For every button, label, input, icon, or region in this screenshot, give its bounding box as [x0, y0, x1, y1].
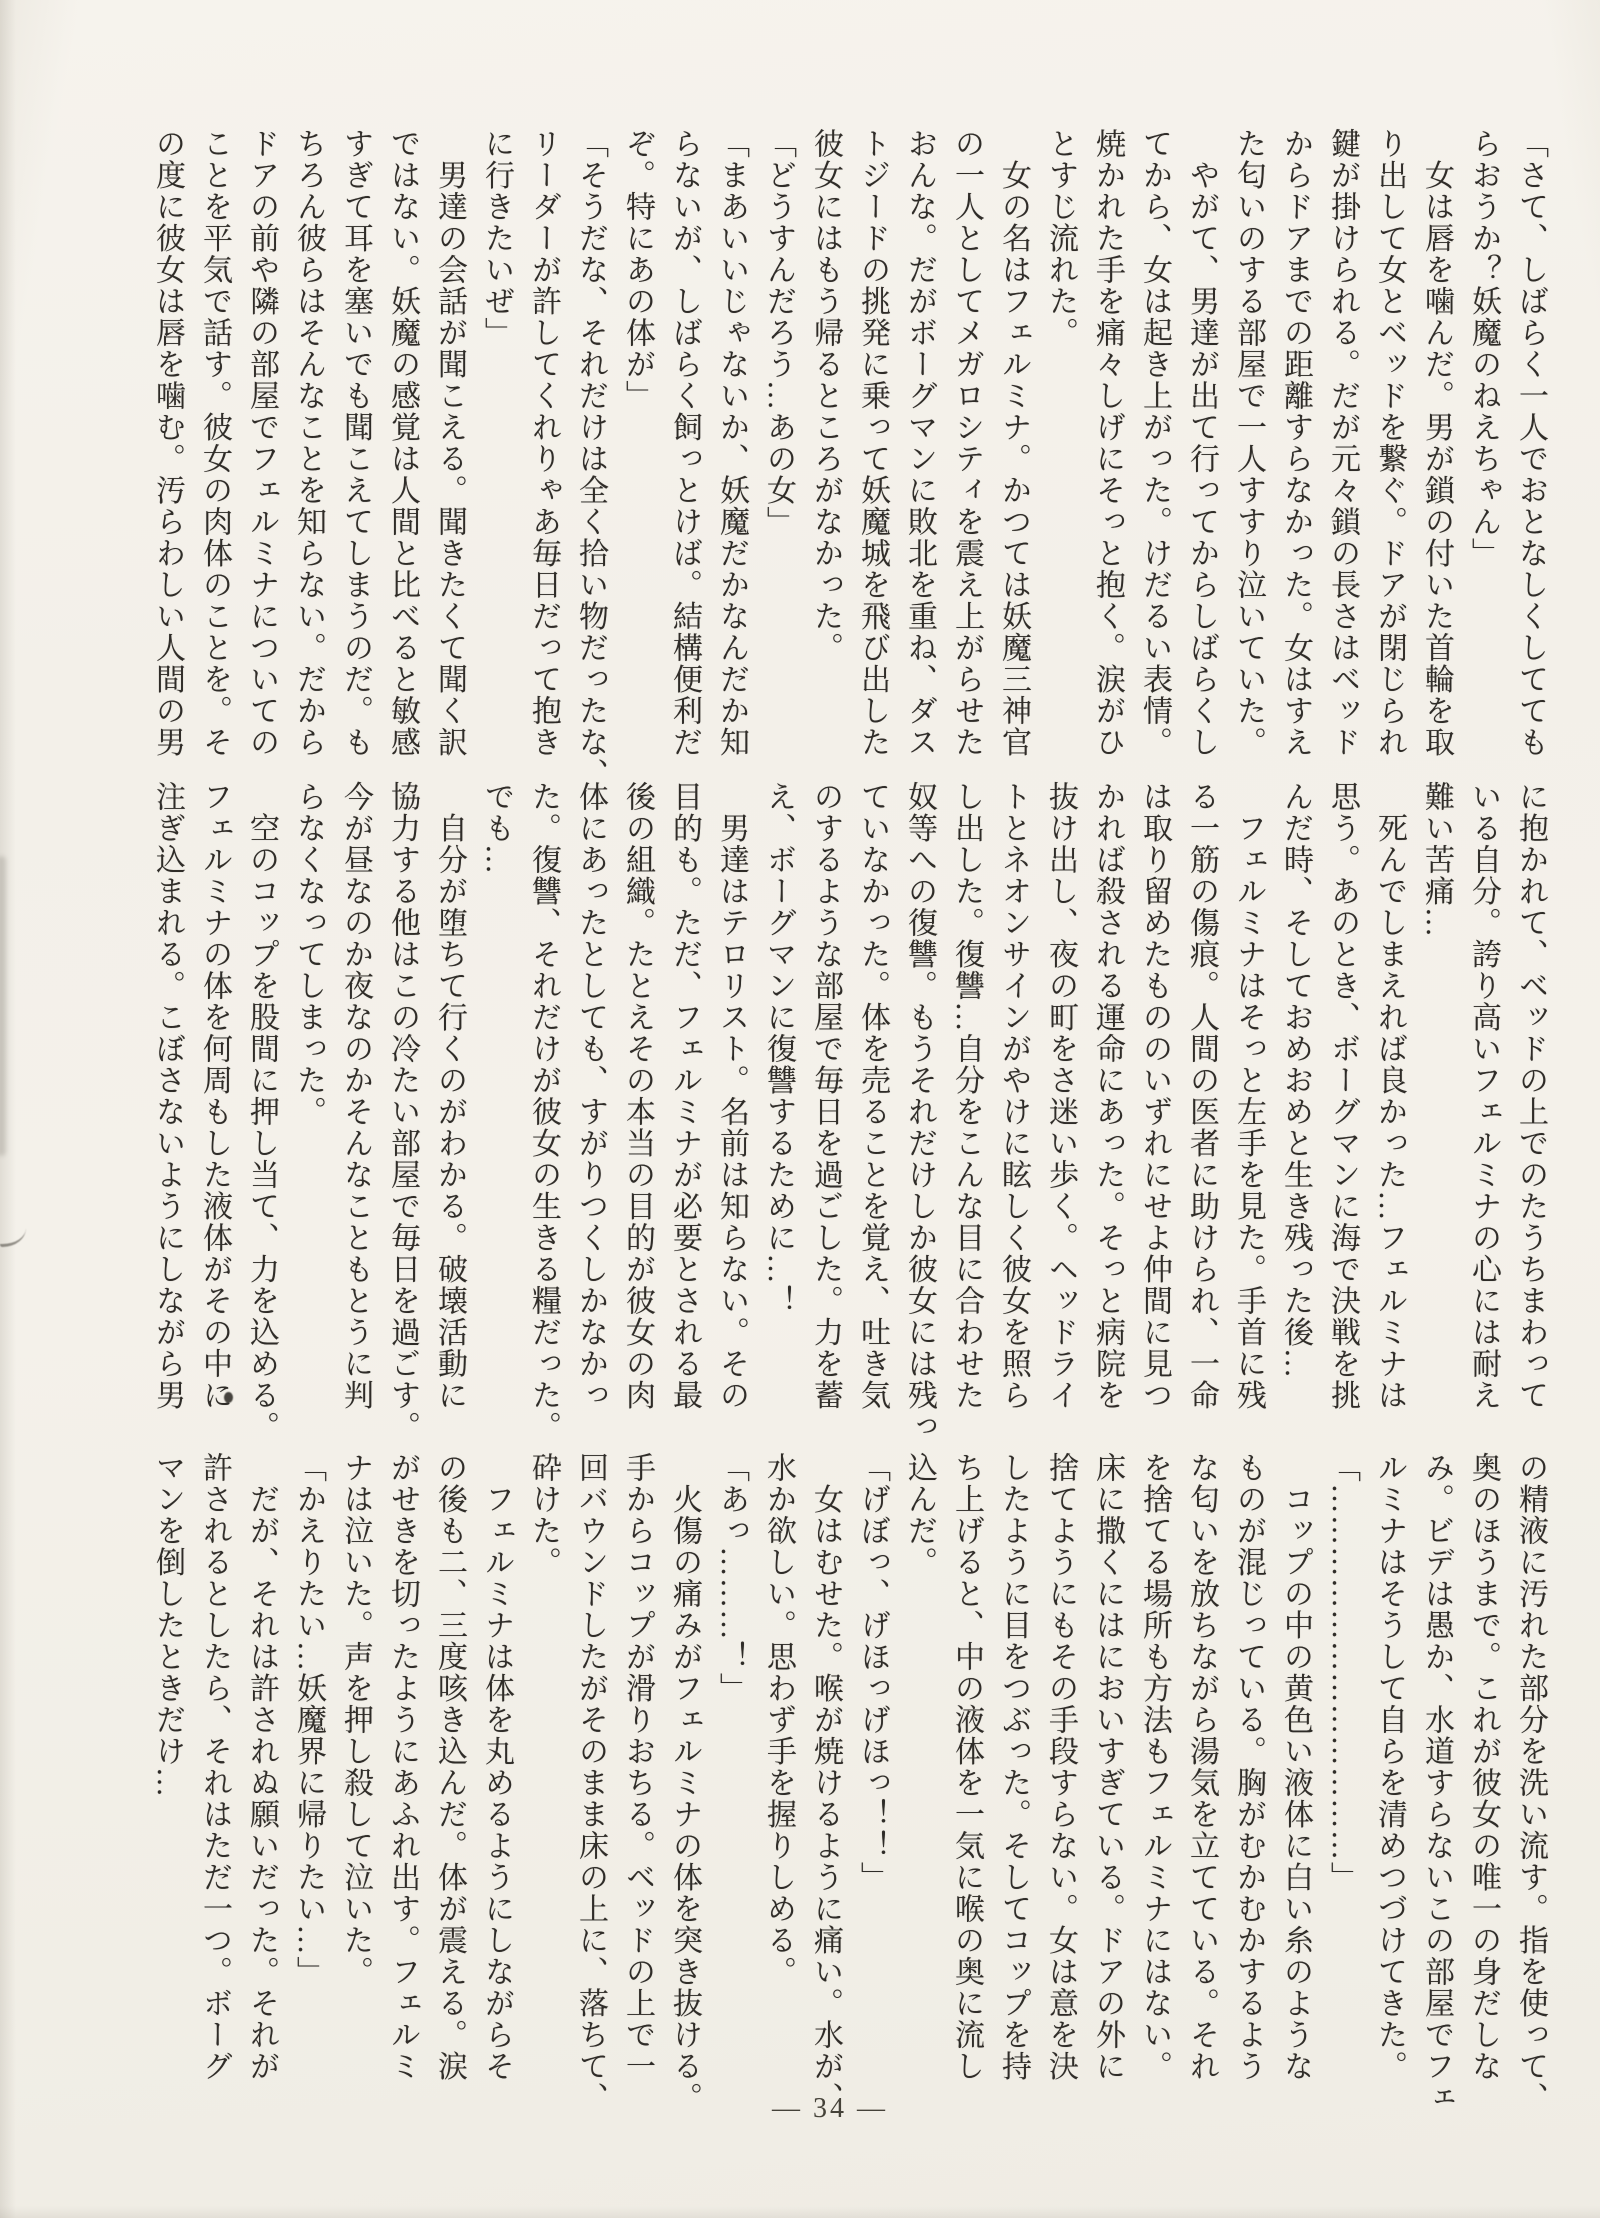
- text-column: を捨てる場所も方法もフェルミナにはない。: [1138, 1452, 1171, 2082]
- text-column: 奥のほうまで。これが彼女の唯一の身だしな: [1467, 1452, 1500, 2082]
- text-column: に行きたいぜ」: [480, 128, 513, 349]
- text-column: 難い苦痛…: [1420, 781, 1453, 939]
- text-column: らなくなってしまった。: [292, 781, 325, 1128]
- text-column: ちろん彼らはそんなことを知らない。だから: [292, 128, 325, 758]
- text-column: 焼かれた手を痛々しげにそっと抱く。涙がひ: [1091, 128, 1124, 758]
- text-column: 火傷の痛みがフェルミナの体を突き抜ける。: [668, 1452, 701, 2114]
- text-column: 抜け出し、夜の町をさ迷い歩く。ヘッドライ: [1044, 781, 1077, 1411]
- text-column: 彼女にはもう帰るところがなかった。: [809, 128, 842, 664]
- text-column: フェルミナは体を丸めるようにしながらそ: [480, 1452, 513, 2082]
- text-column: ていなかった。体を売ることを覚え、吐き気: [856, 781, 889, 1411]
- text-column: だが、それは許されぬ願いだった。それが: [245, 1452, 278, 2082]
- text-column: 注ぎ込まれる。こぼさないようにしながら男: [151, 781, 184, 1411]
- text-column: 男達はテロリスト。名前は知らない。その: [715, 781, 748, 1411]
- text-column: 協力する他はこの冷たい部屋で毎日を過ごす。: [386, 781, 419, 1443]
- text-column: 女はむせた。喉が焼けるように痛い。水が、: [809, 1452, 842, 2114]
- text-column: 許されるとしたら、それはただ一つ。ボーグ: [198, 1452, 231, 2082]
- text-column: え、ボーグマンに復讐するために…！: [762, 781, 795, 1317]
- text-column: 床に撒くにはにおいすぎている。ドアの外に: [1091, 1452, 1124, 2082]
- text-column: 自分が堕ちて行くのがわかる。破壊活動に: [433, 781, 466, 1411]
- text-column: のするような部屋で毎日を過ごした。力を蓄: [809, 781, 842, 1411]
- text-column: な匂いを放ちながら湯気を立てている。それ: [1185, 1452, 1218, 2082]
- text-column: トジードの挑発に乗って妖魔城を飛び出した: [856, 128, 889, 758]
- text-column: ナは泣いた。声を押し殺して泣いた。: [339, 1452, 372, 1988]
- text-column: ことを平気で話す。彼女の肉体のことを。そ: [198, 128, 231, 758]
- text-column: ち上げると、中の液体を一気に喉の奥に流し: [950, 1452, 983, 2082]
- text-column: コップの中の黄色い液体に白い糸のような: [1279, 1452, 1312, 2082]
- text-column: 「………………………………」: [1326, 1452, 1359, 1893]
- text-column: からドアまでの距離すらなかった。女はすえ: [1279, 128, 1312, 758]
- text-column: 女は唇を噛んだ。男が鎖の付いた首輪を取: [1420, 128, 1453, 758]
- text-column: ぞ。特にあの体が」: [621, 128, 654, 412]
- text-column: の度に彼女は唇を噛む。汚らわしい人間の男: [151, 128, 184, 758]
- text-column: 後の組織。たとえその本当の目的が彼女の肉: [621, 781, 654, 1411]
- text-column: でも…: [480, 781, 513, 876]
- text-band-top: [144, 128, 1554, 790]
- text-column: 手からコップが滑りおちる。ベッドの上で一: [621, 1452, 654, 2082]
- text-column: 鍵が掛けられる。だが元々鎖の長さはベッド: [1326, 128, 1359, 758]
- text-column: いる自分。誇り高いフェルミナの心には耐え: [1467, 781, 1500, 1411]
- text-column: とすじ流れた。: [1044, 128, 1077, 349]
- text-column: 「さて、しばらく一人でおとなしくしてても: [1514, 128, 1547, 758]
- text-column: 思う。あのとき、ボーグマンに海で決戦を挑: [1326, 781, 1359, 1411]
- text-column: やがて、男達が出て行ってからしばらくし: [1185, 128, 1218, 758]
- text-column: 男達の会話が聞こえる。聞きたくて聞く訳: [433, 128, 466, 758]
- text-column: トとネオンサインがやけに眩しく彼女を照ら: [997, 781, 1030, 1411]
- text-column: 砕けた。: [527, 1452, 560, 1578]
- text-column: んだ時、そしておめおめと生き残った後…: [1279, 781, 1312, 1380]
- text-column: フェルミナはそっと左手を見た。手首に残: [1232, 781, 1265, 1411]
- text-column: したように目をつぶった。そしてコップを持: [997, 1452, 1030, 2082]
- text-column: る一筋の傷痕。人間の医者に助けられ、一命: [1185, 781, 1218, 1411]
- text-column: し出した。復讐…自分をこんな目に合わせた: [950, 781, 983, 1411]
- text-column: ドアの前や隣の部屋でフェルミナについての: [245, 128, 278, 758]
- scan-edge-shadow-bottom: [0, 2206, 1600, 2218]
- text-column: た。復讐、それだけが彼女の生きる糧だった。: [527, 781, 560, 1443]
- text-column: リーダーが許してくれりゃあ毎日だって抱き: [527, 128, 560, 758]
- text-column: 空のコップを股間に押し当て、力を込める。: [245, 781, 278, 1443]
- text-band-middle: [144, 781, 1554, 1443]
- text-column: の一人としてメガロシティを震え上がらせた: [950, 128, 983, 758]
- text-column: り出して女とベッドを繋ぐ。ドアが閉じられ: [1373, 128, 1406, 758]
- text-column: 「げぼっ、げほっげほっ！！」: [856, 1452, 889, 1893]
- text-column: らないが、しばらく飼っとけば。結構便利だ: [668, 128, 701, 758]
- text-column: ものが混じっている。胸がむかむかするよう: [1232, 1452, 1265, 2082]
- text-column: た匂いのする部屋で一人すすり泣いていた。: [1232, 128, 1265, 758]
- text-column: 「あっ………！」: [715, 1452, 748, 1704]
- text-column: がせきを切ったようにあふれ出す。フェルミ: [386, 1452, 419, 2082]
- text-column: マンを倒したときだけ…: [151, 1452, 184, 1799]
- text-column: 女の名はフェルミナ。かつては妖魔三神官: [997, 128, 1030, 758]
- text-column: 「かえりたい…妖魔界に帰りたい…」: [292, 1452, 325, 1988]
- scan-pen-mark: [0, 1226, 26, 1247]
- scan-smudge: [0, 856, 6, 1156]
- text-column: フェルミナの体を何周もした液体がその中に: [198, 781, 231, 1411]
- text-column: おんな。だがボーグマンに敗北を重ね、ダス: [903, 128, 936, 758]
- text-column: ではない。妖魔の感覚は人間と比べると敏感: [386, 128, 419, 758]
- text-column: の後も二、三度咳き込んだ。体が震える。涙: [433, 1452, 466, 2082]
- text-column: 回バウンドしたがそのまま床の上に、落ちて、: [574, 1452, 607, 2114]
- text-column: 奴等への復讐。もうそれだけしか彼女には残っ: [903, 781, 936, 1443]
- text-column: 「どうすんだろう…あの女」: [762, 128, 795, 538]
- text-column: 目的も。ただ、フェルミナが必要とされる最: [668, 781, 701, 1411]
- text-column: 込んだ。: [903, 1452, 936, 1578]
- text-column: 今が昼なのか夜なのかそんなこともとうに判: [339, 781, 372, 1411]
- text-column: に抱かれて、ベッドの上でのたうちまわって: [1514, 781, 1547, 1411]
- text-column: 「そうだな、それだけは全く拾い物だったな、: [574, 128, 607, 790]
- page-number: — 34 —: [772, 2093, 888, 2124]
- text-column: み。ビデは愚か、水道すらないこの部屋でフェ: [1420, 1452, 1453, 2114]
- text-column: らおうか？妖魔のねえちゃん」: [1467, 128, 1500, 569]
- text-column: 水か欲しい。思わず手を握りしめる。: [762, 1452, 795, 1988]
- text-column: かれば殺される運命にあった。そっと病院を: [1091, 781, 1124, 1411]
- text-column: 捨てようにもその手段すらない。女は意を決: [1044, 1452, 1077, 2082]
- text-column: 体にあったとしても、すがりつくしかなかっ: [574, 781, 607, 1411]
- text-column: 「まあいいじゃないか、妖魔だかなんだか知: [715, 128, 748, 758]
- text-column: ルミナはそうして自らを清めつづけてきた。: [1373, 1452, 1406, 2082]
- text-column: 死んでしまえれば良かった…フェルミナは: [1373, 781, 1406, 1411]
- text-column: すぎて耳を塞いでも聞こえてしまうのだ。も: [339, 128, 372, 758]
- text-column: は取り留めたもののいずれにせよ仲間に見つ: [1138, 781, 1171, 1411]
- text-column: の精液に汚れた部分を洗い流す。指を使って、: [1514, 1452, 1547, 2114]
- text-column: てから、女は起き上がった。けだるい表情。: [1138, 128, 1171, 758]
